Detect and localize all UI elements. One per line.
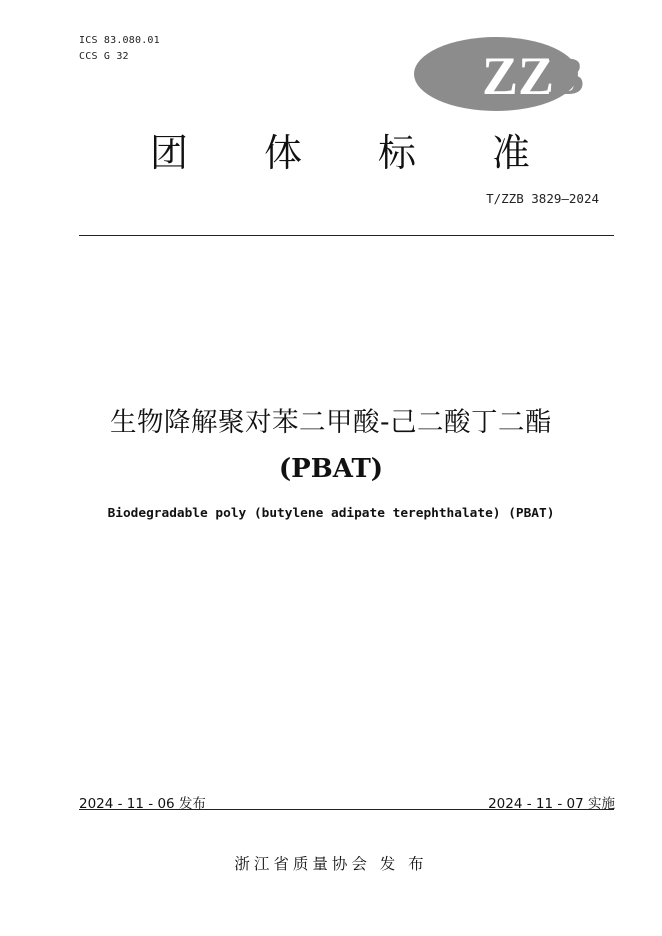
standard-type-char: 团 [150,131,189,175]
standard-type [150,128,530,178]
zzb-logo [414,36,600,112]
standard-type-char: 体 [263,131,302,175]
bottom-divider [79,809,614,810]
logo-text-grey: B [548,46,585,106]
standard-code: T/ZZB 3829—2024 [486,191,599,206]
logo-text-white: ZZ [482,46,555,106]
publisher: 浙江省质量协会 发 布 [234,855,428,873]
ccs-code: CCS G 32 [79,51,129,62]
ics-code: ICS 83.080.01 [79,35,160,46]
top-divider [79,235,614,236]
standard-type-char: 标 [377,131,416,175]
standard-type-char: 准 [491,131,530,175]
implementation-date: 2024 - 11 - 07 实施 [488,796,615,812]
document-title-abbreviation: (PBAT) [278,454,384,484]
document-title-english: Biodegradable poly (butylene adipate terephthalate) (PBAT) [107,506,555,521]
issue-date: 2024 - 11 - 06 发布 [79,796,206,812]
document-title-chinese: 生物降解聚对苯二甲酸-己二酸丁二酯 [109,407,553,438]
